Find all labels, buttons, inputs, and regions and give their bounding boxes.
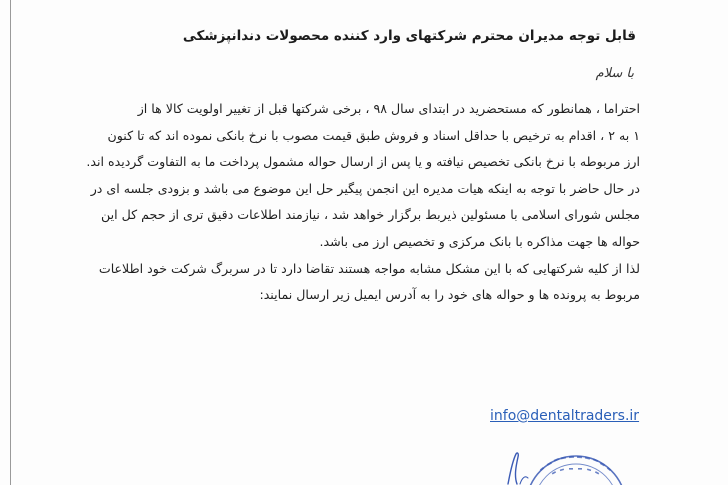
contact-email-link[interactable]: info@dentaltraders.ir: [490, 408, 640, 424]
body-line-3: ارز مربوطه با نرخ بانکی تخصیص نیافته و یا پس از ارسال حواله مشمول پرداخت ما به التفاوت گردیده اند.: [86, 154, 640, 170]
body-line-1: احتراما ، همانطور که مستحضرید در ابتدای سال ۹۸ ، برخی شرکتها قبل از تغییر اولویت کالا ها از: [137, 101, 640, 116]
page-edge-line: [10, 0, 11, 485]
letter-body: [80, 96, 640, 309]
body-line-2: ۱ به ۲ ، اقدام به ترخیص با حداقل اسناد و فروش طبق قیمت مصوب با نرخ بانکی نموده اند که تا کنون: [107, 127, 640, 143]
seal-icon: [490, 448, 630, 485]
body-line-7: لذا از کلیه شرکتهایی که با این مشکل مشابه مواجه هستند تقاضا دارد تا در سربرگ شرکت خود اطلاعات: [98, 260, 640, 276]
letter-heading: قابل توجه مدیران محترم شرکتهای وارد کننده محصولات دندانپزشکی: [182, 28, 636, 44]
body-line-6: حواله ها جهت مذاکره با بانک مرکزی و تخصیص ارز می باشد.: [319, 233, 640, 249]
body-line-8: مربوط به پرونده ها و حواله های خود را به آدرس ایمیل زیر ارسال نمایند:: [259, 287, 640, 303]
body-line-5: مجلس شورای اسلامی با مسئولین ذیربط برگزار خواهد شد ، نیازمند اطلاعات دقیق تری از حجم کل این: [101, 207, 640, 223]
letter-greeting: با سلام: [595, 66, 634, 81]
body-line-4: در حال حاضر با توجه به اینکه هیات مدیره این انجمن پیگیر حل این موضوع می باشد و بزودی جلسه ای در: [90, 180, 640, 196]
